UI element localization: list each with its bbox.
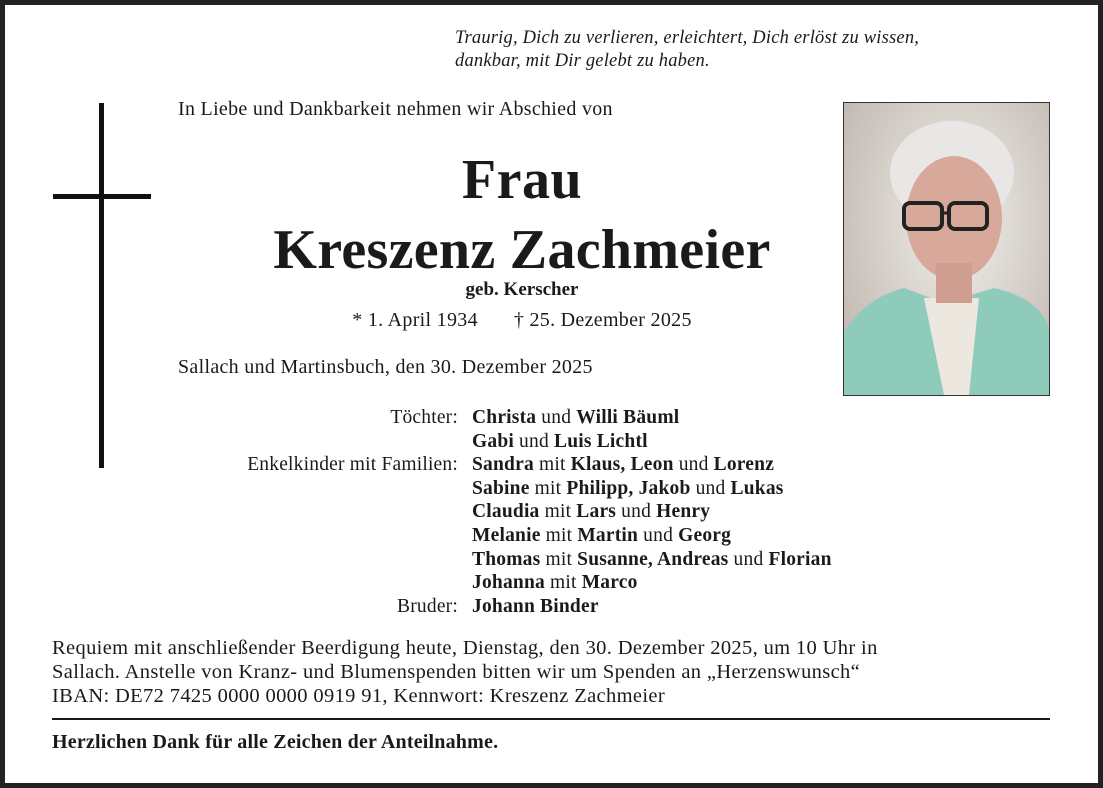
connector-text: und bbox=[638, 524, 679, 546]
connector-text: und bbox=[690, 477, 731, 499]
family-row bbox=[170, 430, 832, 454]
relation-label bbox=[170, 430, 472, 454]
quote-line: Traurig, Dich zu verlieren, erleichtert, Dich erlöst zu wissen, bbox=[455, 28, 920, 48]
relation-label bbox=[170, 524, 472, 548]
relative-name: Lars bbox=[576, 501, 617, 523]
family-row bbox=[170, 548, 832, 572]
relative-name: Willi Bäuml bbox=[576, 407, 680, 428]
relatives-names bbox=[472, 406, 679, 430]
relative-name: Sabine bbox=[472, 477, 530, 499]
requiem-line: IBAN: DE72 7425 0000 0000 0919 91, Kennwort: Kreszenz Zachmeier bbox=[52, 685, 665, 707]
connector-text: mit bbox=[540, 548, 578, 570]
portrait-illustration bbox=[844, 103, 1049, 395]
relative-name: Philipp, Jakob bbox=[566, 477, 691, 499]
relative-name: Georg bbox=[678, 524, 732, 546]
family-row bbox=[170, 571, 832, 595]
place-date: Sallach und Martinsbuch, den 30. Dezember 2025 bbox=[178, 356, 593, 378]
requiem-line: Requiem mit anschließender Beerdigung heute, Dienstag, den 30. Dezember 2025, um 10 Uhr in bbox=[52, 637, 878, 659]
requiem-text bbox=[52, 636, 878, 708]
relative-name: Lukas bbox=[730, 477, 784, 499]
relative-name: Marco bbox=[581, 572, 638, 594]
relatives-names bbox=[472, 595, 599, 619]
relative-name: Johann Binder bbox=[472, 595, 599, 617]
thanks-text: Herzlichen Dank für alle Zeichen der Anteilnahme. bbox=[52, 731, 499, 753]
relative-name: Luis Lichtl bbox=[553, 430, 648, 452]
birth-date: * 1. April 1934 bbox=[352, 309, 478, 331]
quote-line: dankbar, mit Dir gelebt zu haben. bbox=[455, 51, 710, 71]
family-row bbox=[170, 500, 832, 524]
intro-text: In Liebe und Dankbarkeit nehmen wir Abschied von bbox=[178, 98, 613, 120]
requiem-line: Sallach. Anstelle von Kranz- und Blumenspenden bitten wir um Spenden an „Herzenswunsch“ bbox=[52, 661, 861, 683]
relative-name: Claudia bbox=[472, 501, 540, 523]
divider bbox=[52, 718, 1050, 720]
family-row bbox=[170, 477, 832, 501]
cross-icon bbox=[99, 103, 104, 468]
connector-text: mit bbox=[529, 477, 567, 499]
family-row bbox=[170, 453, 832, 477]
relatives-names bbox=[472, 571, 638, 595]
deceased-name: Kreszenz Zachmeier bbox=[273, 219, 771, 281]
connector-text: und bbox=[536, 407, 577, 428]
relative-name: Martin bbox=[577, 524, 639, 546]
life-dates bbox=[222, 309, 822, 332]
maiden-name: geb. Kerscher bbox=[465, 279, 579, 300]
relation-label bbox=[170, 500, 472, 524]
relatives-names bbox=[472, 548, 832, 572]
death-date: † 25. Dezember 2025 bbox=[513, 309, 692, 331]
relatives-names bbox=[472, 477, 784, 501]
connector-text: und bbox=[616, 501, 657, 523]
portrait-photo bbox=[843, 102, 1050, 396]
relation-label bbox=[170, 477, 472, 501]
relative-name: Christa bbox=[472, 407, 537, 428]
connector-text: mit bbox=[544, 572, 582, 594]
relative-name: Lorenz bbox=[713, 454, 775, 476]
cross-icon-bar bbox=[53, 194, 151, 199]
relatives-names bbox=[472, 430, 648, 454]
relation-label bbox=[170, 571, 472, 595]
family-row bbox=[170, 595, 832, 619]
relative-name: Susanne, Andreas bbox=[577, 548, 729, 570]
family-list bbox=[170, 406, 832, 618]
family-row bbox=[170, 524, 832, 548]
relative-name: Johanna bbox=[472, 572, 545, 594]
connector-text: mit bbox=[533, 454, 571, 476]
relative-name: Gabi bbox=[472, 430, 514, 452]
relation-label: Enkelkinder mit Familien: bbox=[247, 454, 458, 476]
relative-name: Florian bbox=[768, 548, 832, 570]
connector-text: mit bbox=[539, 501, 577, 523]
family-row bbox=[170, 406, 832, 430]
opening-quote bbox=[455, 27, 919, 73]
relative-name: Sandra bbox=[472, 454, 534, 476]
relatives-names bbox=[472, 524, 731, 548]
relatives-names bbox=[472, 500, 710, 524]
relation-label: Bruder: bbox=[397, 595, 458, 617]
connector-text: mit bbox=[540, 524, 578, 546]
relative-name: Klaus, Leon bbox=[570, 454, 674, 476]
connector-text: und bbox=[513, 430, 554, 452]
connector-text: und bbox=[728, 548, 769, 570]
relative-name: Henry bbox=[656, 501, 711, 523]
salutation: Frau bbox=[461, 149, 583, 211]
relation-label: Töchter: bbox=[390, 407, 458, 428]
connector-text: und bbox=[673, 454, 714, 476]
relatives-names bbox=[472, 453, 774, 477]
relative-name: Melanie bbox=[472, 524, 541, 546]
relative-name: Thomas bbox=[472, 548, 541, 570]
relation-label bbox=[170, 548, 472, 572]
